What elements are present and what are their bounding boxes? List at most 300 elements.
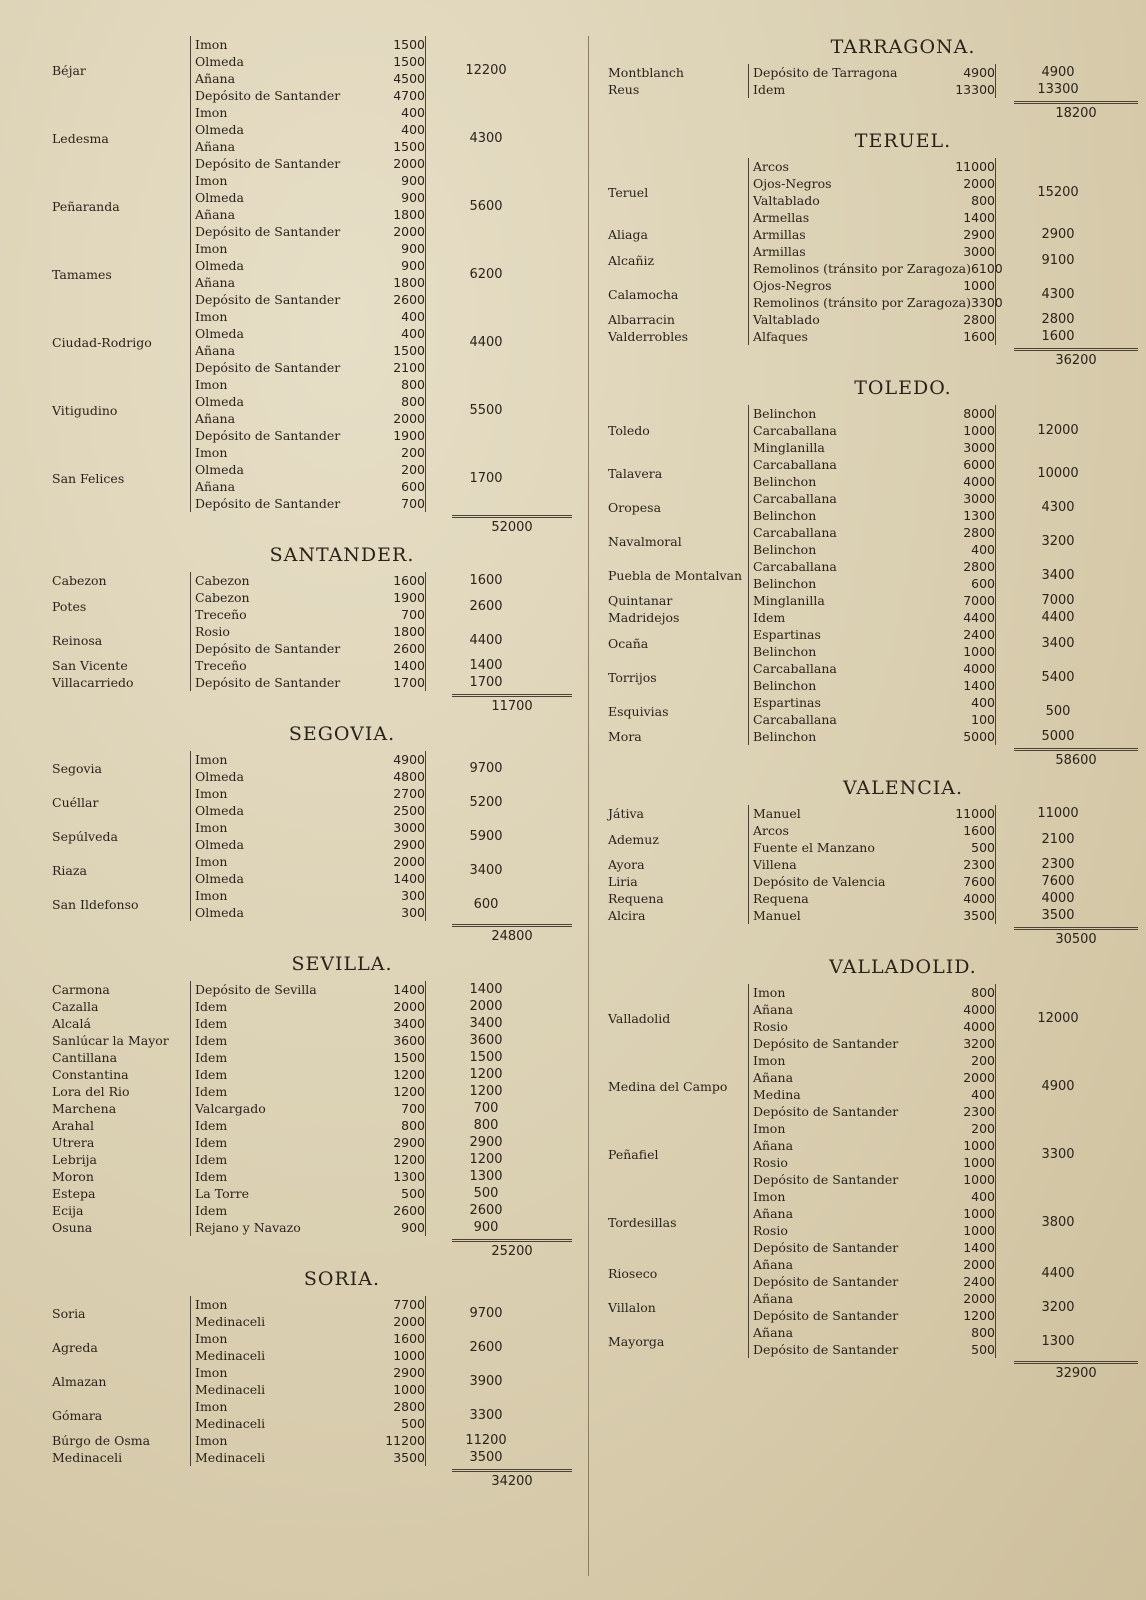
source-name: Espartinas bbox=[753, 627, 821, 642]
source-name: Belinchon bbox=[753, 729, 817, 744]
town-group bbox=[52, 1449, 572, 1466]
source-name: Armellas bbox=[753, 210, 810, 225]
source-quantity: 1500 bbox=[393, 37, 425, 52]
source-quantity: 7600 bbox=[963, 874, 995, 889]
source-row bbox=[195, 1168, 425, 1185]
town-group bbox=[52, 1049, 572, 1066]
source-row bbox=[753, 1035, 995, 1052]
source-quantity: 2300 bbox=[963, 857, 995, 872]
source-list bbox=[748, 490, 995, 524]
source-quantity: 300 bbox=[401, 905, 425, 920]
source-quantity: 700 bbox=[401, 496, 425, 511]
source-row bbox=[195, 206, 425, 223]
section-title: VALLADOLID. bbox=[829, 956, 977, 978]
source-quantity: 1800 bbox=[393, 275, 425, 290]
source-list bbox=[748, 822, 995, 856]
source-quantity: 2900 bbox=[393, 837, 425, 852]
town-group bbox=[608, 81, 1138, 98]
source-row bbox=[195, 155, 425, 172]
town-total: 3200 bbox=[995, 524, 1120, 558]
source-quantity: 5000 bbox=[963, 729, 995, 744]
town-name: Ecija bbox=[52, 1203, 84, 1218]
source-row bbox=[195, 606, 425, 623]
source-quantity: 800 bbox=[401, 394, 425, 409]
source-row bbox=[195, 393, 425, 410]
town-name: Puebla de Montalvan bbox=[608, 567, 743, 583]
source-list bbox=[190, 1296, 425, 1330]
town-name: Torrijos bbox=[608, 669, 657, 685]
source-quantity: 2000 bbox=[393, 1314, 425, 1329]
source-name: Depósito de Santander bbox=[195, 292, 341, 307]
source-quantity: 1600 bbox=[963, 823, 995, 838]
town-name: Reinosa bbox=[52, 632, 103, 648]
source-list bbox=[190, 887, 425, 921]
source-name: Idem bbox=[195, 1135, 228, 1150]
source-row bbox=[753, 328, 995, 345]
source-list bbox=[748, 226, 995, 243]
source-quantity: 500 bbox=[401, 1416, 425, 1431]
town-name: Ciudad-Rodrigo bbox=[52, 334, 152, 350]
source-name: Imon bbox=[195, 1433, 228, 1448]
source-row bbox=[195, 53, 425, 70]
town-name: Játiva bbox=[608, 806, 644, 821]
source-row bbox=[195, 291, 425, 308]
source-row bbox=[753, 1222, 995, 1239]
source-quantity: 3000 bbox=[963, 491, 995, 506]
source-row bbox=[753, 490, 995, 507]
source-name: Depósito de Santander bbox=[195, 675, 341, 690]
source-row bbox=[753, 728, 995, 745]
source-quantity: 1000 bbox=[963, 423, 995, 438]
source-name: Remolinos (tránsito por Zaragoza) bbox=[753, 295, 971, 310]
source-list bbox=[190, 1083, 425, 1100]
source-row bbox=[753, 81, 995, 98]
source-row bbox=[195, 1202, 425, 1219]
town-name: Ademuz bbox=[608, 831, 659, 847]
source-name: Carcaballana bbox=[753, 525, 837, 540]
town-group bbox=[608, 805, 1138, 822]
source-name: Imon bbox=[753, 1121, 786, 1136]
source-list bbox=[190, 1117, 425, 1134]
town-total: 2900 bbox=[995, 226, 1120, 243]
source-quantity: 200 bbox=[401, 445, 425, 460]
source-quantity: 2900 bbox=[963, 227, 995, 242]
town-name: Peñaranda bbox=[52, 198, 120, 214]
source-name: Belinchon bbox=[753, 678, 817, 693]
source-row bbox=[753, 192, 995, 209]
town-name: Utrera bbox=[52, 1135, 95, 1150]
town-group bbox=[608, 1256, 1138, 1290]
source-name: Depósito de Santander bbox=[195, 360, 341, 375]
town-name: Valderrobles bbox=[608, 329, 689, 344]
source-quantity: 2000 bbox=[963, 1257, 995, 1272]
source-name: Carcaballana bbox=[753, 712, 837, 727]
source-name: Idem bbox=[195, 1067, 228, 1082]
source-list bbox=[190, 240, 425, 308]
source-row bbox=[195, 376, 425, 393]
source-name: Imon bbox=[195, 1297, 228, 1312]
source-row bbox=[753, 473, 995, 490]
source-list bbox=[190, 623, 425, 657]
source-row bbox=[195, 1117, 425, 1134]
source-row bbox=[753, 1018, 995, 1035]
town-total: 7600 bbox=[995, 873, 1120, 890]
source-name: Imon bbox=[753, 1053, 786, 1068]
source-name: Olmeda bbox=[195, 394, 244, 409]
town-total: 500 bbox=[425, 1185, 546, 1202]
source-list bbox=[190, 589, 425, 623]
source-row bbox=[195, 674, 425, 691]
source-row bbox=[195, 768, 425, 785]
source-quantity: 1000 bbox=[963, 278, 995, 293]
source-quantity: 1400 bbox=[393, 982, 425, 997]
source-list bbox=[748, 277, 1003, 311]
source-name: Olmeda bbox=[195, 769, 244, 784]
source-name: Olmeda bbox=[195, 326, 244, 341]
source-quantity: 2100 bbox=[393, 360, 425, 375]
source-list bbox=[190, 1219, 425, 1236]
town-total: 5000 bbox=[995, 728, 1120, 745]
source-quantity: 4900 bbox=[393, 752, 425, 767]
town-name: Lora del Rio bbox=[52, 1084, 130, 1099]
source-name: Idem bbox=[195, 999, 228, 1014]
source-name: Olmeda bbox=[195, 905, 244, 920]
source-row bbox=[195, 1364, 425, 1381]
section-total-value: 32900 bbox=[1014, 1361, 1138, 1381]
source-quantity: 2000 bbox=[963, 176, 995, 191]
source-name: Depósito de Santander bbox=[753, 1036, 899, 1051]
source-row bbox=[753, 694, 995, 711]
section-valladolid bbox=[608, 950, 1138, 1384]
source-row bbox=[195, 308, 425, 325]
section-toledo bbox=[608, 371, 1138, 771]
source-quantity: 700 bbox=[401, 1101, 425, 1116]
source-list bbox=[748, 626, 995, 660]
source-row bbox=[195, 1100, 425, 1117]
source-row bbox=[753, 260, 1003, 277]
town-total: 3400 bbox=[995, 558, 1120, 592]
source-row bbox=[195, 998, 425, 1015]
source-quantity: 2800 bbox=[963, 559, 995, 574]
town-name: Cabezon bbox=[52, 573, 107, 588]
town-group bbox=[52, 172, 572, 240]
town-name: Potes bbox=[52, 598, 87, 614]
town-name: Peñafiel bbox=[608, 1146, 659, 1162]
source-row bbox=[753, 592, 995, 609]
source-row bbox=[753, 226, 995, 243]
source-list bbox=[190, 1330, 425, 1364]
source-quantity: 1000 bbox=[963, 1223, 995, 1238]
town-total: 1200 bbox=[425, 1066, 546, 1083]
town-total: 5400 bbox=[995, 660, 1120, 694]
source-quantity: 400 bbox=[971, 1189, 995, 1204]
section-total bbox=[608, 745, 1138, 771]
town-group bbox=[52, 1015, 572, 1032]
source-quantity: 1200 bbox=[963, 1308, 995, 1323]
source-quantity: 1800 bbox=[393, 624, 425, 639]
source-name: Carcaballana bbox=[753, 423, 837, 438]
left-column bbox=[52, 30, 572, 1492]
source-list bbox=[748, 728, 995, 745]
source-name: Depósito de Santander bbox=[195, 224, 341, 239]
source-row bbox=[753, 1137, 995, 1154]
source-quantity: 3000 bbox=[393, 820, 425, 835]
section-santander bbox=[52, 538, 572, 717]
town-total: 4400 bbox=[995, 1256, 1120, 1290]
town-name: Búrgo de Osma bbox=[52, 1433, 151, 1448]
town-group bbox=[52, 308, 572, 376]
source-quantity: 2800 bbox=[393, 1399, 425, 1414]
source-name: Arcos bbox=[753, 823, 789, 838]
source-quantity: 300 bbox=[401, 888, 425, 903]
town-group bbox=[608, 277, 1138, 311]
source-row bbox=[195, 257, 425, 274]
source-quantity: 600 bbox=[971, 576, 995, 591]
source-quantity: 1700 bbox=[393, 675, 425, 690]
source-quantity: 4400 bbox=[963, 610, 995, 625]
source-list bbox=[190, 674, 425, 691]
town-name: Moron bbox=[52, 1169, 94, 1184]
source-quantity: 1600 bbox=[963, 329, 995, 344]
source-list bbox=[748, 907, 995, 924]
town-group bbox=[608, 592, 1138, 609]
town-name: Cazalla bbox=[52, 999, 99, 1014]
source-row bbox=[195, 836, 425, 853]
source-quantity: 2000 bbox=[393, 156, 425, 171]
source-quantity: 2600 bbox=[393, 1203, 425, 1218]
source-quantity: 7700 bbox=[393, 1297, 425, 1312]
town-group bbox=[608, 907, 1138, 924]
source-quantity: 1200 bbox=[393, 1067, 425, 1082]
town-name: Arahal bbox=[52, 1118, 94, 1133]
town-group bbox=[52, 444, 572, 512]
source-quantity: 3000 bbox=[963, 440, 995, 455]
source-row bbox=[753, 805, 995, 822]
source-name: Idem bbox=[195, 1169, 228, 1184]
section-total bbox=[608, 345, 1138, 371]
source-name: Imon bbox=[753, 1189, 786, 1204]
source-list bbox=[748, 558, 995, 592]
source-quantity: 200 bbox=[971, 1053, 995, 1068]
source-name: Belinchon bbox=[753, 542, 817, 557]
town-group bbox=[52, 1066, 572, 1083]
source-quantity: 1500 bbox=[393, 54, 425, 69]
town-total: 2600 bbox=[425, 1202, 546, 1219]
source-list bbox=[190, 104, 425, 172]
source-name: Cabezon bbox=[195, 573, 250, 588]
source-row bbox=[195, 444, 425, 461]
source-name: Valcargado bbox=[195, 1101, 266, 1116]
town-name: Aliaga bbox=[608, 227, 648, 242]
source-name: Medinaceli bbox=[195, 1314, 266, 1329]
town-group bbox=[52, 240, 572, 308]
source-name: Idem bbox=[195, 1203, 228, 1218]
source-row bbox=[753, 1307, 995, 1324]
town-total: 3300 bbox=[425, 1398, 546, 1432]
town-name: San Felices bbox=[52, 470, 125, 486]
source-name: Treceño bbox=[195, 658, 247, 673]
town-group bbox=[608, 456, 1138, 490]
source-name: Imon bbox=[195, 820, 228, 835]
section-total-value: 18200 bbox=[1014, 101, 1138, 121]
source-quantity: 800 bbox=[971, 1325, 995, 1340]
source-quantity: 3500 bbox=[393, 1450, 425, 1465]
town-total: 4300 bbox=[425, 104, 546, 172]
source-row bbox=[753, 1290, 995, 1307]
source-name: Espartinas bbox=[753, 695, 821, 710]
source-name: Olmeda bbox=[195, 190, 244, 205]
source-name: Depósito de Tarragona bbox=[753, 65, 898, 80]
source-quantity: 3400 bbox=[393, 1016, 425, 1031]
source-row bbox=[753, 711, 995, 728]
source-row bbox=[753, 243, 995, 260]
column-divider bbox=[588, 36, 589, 1576]
section-total bbox=[52, 512, 572, 538]
source-name: Valtablado bbox=[753, 193, 820, 208]
source-list bbox=[190, 1364, 425, 1398]
source-name: Olmeda bbox=[195, 54, 244, 69]
source-list bbox=[748, 984, 995, 1052]
section-total-value: 25200 bbox=[452, 1239, 572, 1259]
source-name: Añana bbox=[753, 1206, 794, 1221]
source-name: Depósito de Santander bbox=[195, 156, 341, 171]
source-list bbox=[748, 660, 995, 694]
source-name: Depósito de Santander bbox=[195, 641, 341, 656]
source-row bbox=[195, 623, 425, 640]
town-name: Lebrija bbox=[52, 1152, 98, 1167]
town-total: 900 bbox=[425, 1219, 546, 1236]
source-row bbox=[753, 311, 995, 328]
source-list bbox=[190, 1185, 425, 1202]
source-name: Rosio bbox=[753, 1155, 788, 1170]
source-quantity: 1400 bbox=[963, 1240, 995, 1255]
source-row bbox=[195, 1151, 425, 1168]
source-list bbox=[748, 856, 995, 873]
source-list bbox=[190, 36, 425, 104]
town-total: 3400 bbox=[425, 853, 546, 887]
source-list bbox=[190, 751, 425, 785]
town-group bbox=[52, 1364, 572, 1398]
source-row bbox=[753, 626, 995, 643]
source-name: Medinaceli bbox=[195, 1450, 266, 1465]
source-row bbox=[753, 456, 995, 473]
section-total bbox=[52, 921, 572, 947]
section-title: SEGOVIA. bbox=[288, 723, 396, 745]
source-row bbox=[195, 853, 425, 870]
town-group bbox=[52, 674, 572, 691]
section-total-value: 52000 bbox=[452, 515, 572, 535]
source-row bbox=[195, 1415, 425, 1432]
source-name: Valtablado bbox=[753, 312, 820, 327]
town-group bbox=[52, 1032, 572, 1049]
source-row bbox=[753, 1120, 995, 1137]
town-total: 1300 bbox=[425, 1168, 546, 1185]
source-row bbox=[195, 427, 425, 444]
source-name: Armillas bbox=[753, 244, 806, 259]
town-name: Talavera bbox=[608, 465, 663, 481]
source-name: Añana bbox=[195, 275, 236, 290]
town-group bbox=[608, 1188, 1138, 1256]
source-row bbox=[195, 342, 425, 359]
town-name: Reus bbox=[608, 82, 640, 97]
source-list bbox=[748, 1120, 995, 1188]
source-name: Añana bbox=[753, 1070, 794, 1085]
source-row bbox=[753, 1086, 995, 1103]
source-quantity: 1400 bbox=[393, 871, 425, 886]
source-quantity: 3000 bbox=[963, 244, 995, 259]
source-quantity: 1200 bbox=[393, 1152, 425, 1167]
town-total: 4900 bbox=[995, 1052, 1120, 1120]
source-list bbox=[190, 998, 425, 1015]
town-total: 9700 bbox=[425, 751, 546, 785]
source-quantity: 1200 bbox=[393, 1084, 425, 1099]
town-name: Mayorga bbox=[608, 1333, 665, 1349]
source-row bbox=[753, 856, 995, 873]
source-name: Belinchon bbox=[753, 406, 817, 421]
source-list bbox=[748, 81, 995, 98]
source-quantity: 1000 bbox=[963, 1155, 995, 1170]
town-name: Estepa bbox=[52, 1186, 96, 1201]
source-list bbox=[190, 1151, 425, 1168]
source-name: Minglanilla bbox=[753, 593, 825, 608]
town-total: 3200 bbox=[995, 1290, 1120, 1324]
source-list bbox=[748, 64, 995, 81]
town-name: Béjar bbox=[52, 62, 86, 78]
town-name: Albarracin bbox=[608, 312, 675, 327]
town-total: 4300 bbox=[995, 490, 1120, 524]
source-row bbox=[195, 189, 425, 206]
source-name: Carcaballana bbox=[753, 457, 837, 472]
source-quantity: 6000 bbox=[963, 457, 995, 472]
source-quantity: 1000 bbox=[393, 1348, 425, 1363]
source-quantity: 2000 bbox=[393, 999, 425, 1014]
source-quantity: 600 bbox=[401, 479, 425, 494]
source-quantity: 2000 bbox=[963, 1070, 995, 1085]
source-row bbox=[753, 1103, 995, 1120]
source-quantity: 400 bbox=[401, 326, 425, 341]
source-row bbox=[195, 1134, 425, 1151]
source-name: Manuel bbox=[753, 908, 801, 923]
town-total: 3300 bbox=[995, 1120, 1120, 1188]
source-row bbox=[195, 1313, 425, 1330]
town-group bbox=[608, 558, 1138, 592]
source-name: Idem bbox=[195, 1084, 228, 1099]
source-row bbox=[753, 660, 995, 677]
source-list bbox=[190, 819, 425, 853]
source-quantity: 400 bbox=[971, 695, 995, 710]
source-quantity: 700 bbox=[401, 607, 425, 622]
source-quantity: 1600 bbox=[393, 1331, 425, 1346]
source-row bbox=[753, 1171, 995, 1188]
source-list bbox=[748, 328, 995, 345]
section-title: VALENCIA. bbox=[842, 777, 964, 799]
source-quantity: 11200 bbox=[385, 1433, 425, 1448]
town-group bbox=[608, 1052, 1138, 1120]
source-list bbox=[190, 172, 425, 240]
town-name: Vitigudino bbox=[52, 402, 118, 418]
town-group bbox=[52, 1432, 572, 1449]
town-group bbox=[52, 1296, 572, 1330]
town-group bbox=[52, 981, 572, 998]
town-name: Ayora bbox=[608, 857, 645, 872]
source-name: Idem bbox=[195, 1033, 228, 1048]
town-total: 3400 bbox=[425, 1015, 546, 1032]
source-name: Imon bbox=[753, 985, 786, 1000]
source-name: Cabezon bbox=[195, 590, 250, 605]
town-total: 2100 bbox=[995, 822, 1120, 856]
source-list bbox=[190, 1066, 425, 1083]
source-name: Medinaceli bbox=[195, 1348, 266, 1363]
